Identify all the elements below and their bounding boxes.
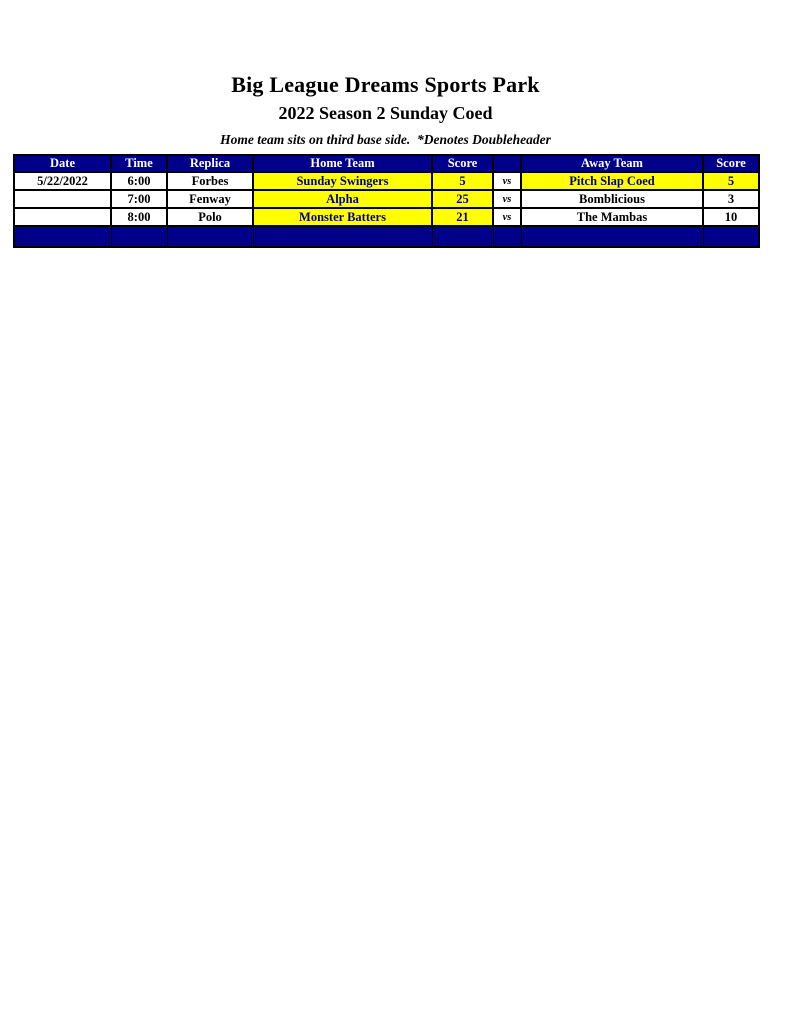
cell-away-score: 10 [703,208,759,226]
cell-home-score: 25 [432,190,493,208]
cell-home-team: Monster Batters [253,208,432,226]
cell-away-score: 5 [703,172,759,190]
cell-time: 7:00 [111,190,167,208]
footer-bar-cell [111,226,167,247]
page-subtitle: 2022 Season 2 Sunday Coed [278,103,493,123]
cell-away-team: Pitch Slap Coed [521,172,703,190]
schedule-sheet [13,0,758,248]
cell-vs: vs [493,190,521,208]
table-footer-bar [14,226,759,247]
cell-home-score: 21 [432,208,493,226]
cell-vs: vs [493,208,521,226]
cell-away-team: Bomblicious [521,190,703,208]
page-title: Big League Dreams Sports Park [231,72,540,97]
table-row [14,190,759,208]
cell-replica: Polo [167,208,253,226]
page-note: Home team sits on third base side. *Denotes Doubleheader [220,132,551,147]
header-cell-away-score: Score [703,155,759,172]
footer-bar-cell [14,226,111,247]
cell-home-score: 5 [432,172,493,190]
header-cell-replica: Replica [167,155,253,172]
cell-away-team: The Mambas [521,208,703,226]
table-header-row [14,155,759,172]
cell-time: 6:00 [111,172,167,190]
header-cell-vs [493,155,521,172]
cell-date: 5/22/2022 [14,172,111,190]
header-cell-date: Date [14,155,111,172]
cell-time: 8:00 [111,208,167,226]
header-cell-time: Time [111,155,167,172]
footer-bar-cell [703,226,759,247]
footer-bar-cell [167,226,253,247]
schedule-table [13,154,760,248]
footer-bar-cell [432,226,493,247]
cell-vs: vs [493,172,521,190]
cell-date [14,208,111,226]
footer-bar-cell [521,226,703,247]
header-cell-home-team: Home Team [253,155,432,172]
footer-bar-cell [493,226,521,247]
cell-home-team: Sunday Swingers [253,172,432,190]
table-row [14,172,759,190]
cell-home-team: Alpha [253,190,432,208]
header-cell-away-team: Away Team [521,155,703,172]
cell-date [14,190,111,208]
cell-replica: Forbes [167,172,253,190]
cell-away-score: 3 [703,190,759,208]
cell-replica: Fenway [167,190,253,208]
header-cell-home-score: Score [432,155,493,172]
footer-bar-cell [253,226,432,247]
table-row [14,208,759,226]
